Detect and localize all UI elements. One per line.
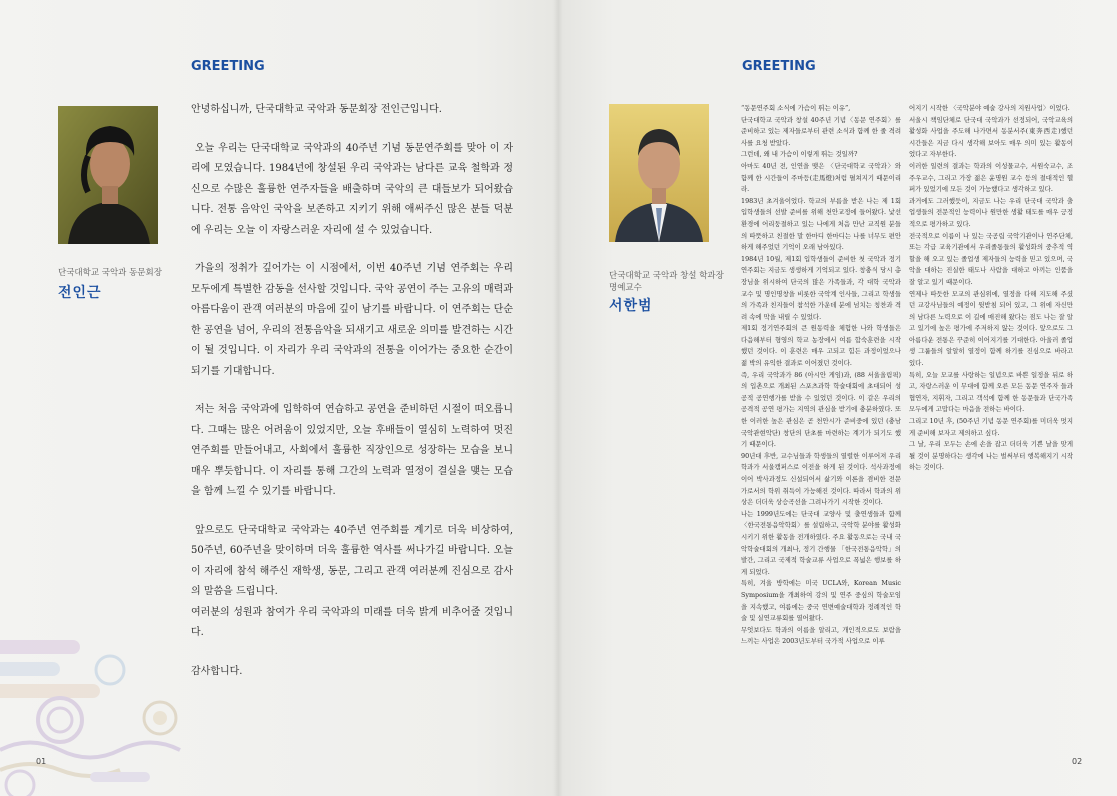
president-role: 단국대학교 국악과 동문회장 bbox=[58, 268, 162, 278]
president-portrait bbox=[58, 106, 158, 244]
paragraph: 저는 처음 국악과에 입학하여 연습하고 공연을 준비하던 시절이 떠오릅니다. 그때는 많은 어려움이 있었지만, 오늘 후배들이 열심히 노력하여 멋진 연주회를 만들어내고, 사회에서 훌륭한 직장인으로 성장하는 모습을 보니 매우 뿌듯합니다. 이 자리를 통해 그간의 노력과 열정이 결실을 맺는 모습을 함께 느낄 수 있기를 바랍니다. bbox=[191, 404, 513, 497]
paragraph: 가을의 정취가 깊어가는 이 시점에서, 이번 40주년 기념 연주회는 우리 모두에게 특별한 감동을 선사할 것입니다. 국악 공연이 주는 고유의 매력과 아름다움이 관객 여러분의 마음에 깊이 남기를 바랍니다. 이 연주회는 단순한 공연을 넘어, 우리의 전통음악을 되새기고 새로운 의미를 발견하는 시간이 될 것입니다. 이 자리가 우리 국악과의 전통을 이어가는 중요한 순간이 되기를 기대합니다. bbox=[191, 263, 513, 377]
paragraph: 1984년 10월, 제1회 입학생들이 준비한 첫 국악과 정기연주회는 지금도 생생하게 기억되고 있다. 창충식 당시 총장님을 위시하여 단국의 많은 가족들과, 각 대학 국악과 교수 및 명인명창을 비롯한 국악계 인사들, 그리고 학생들의 가족과 친지들이 참석한 가운데 분에 넘치는 칭찬과 격려 속에 막을 내릴 수 있었다. bbox=[741, 254, 901, 321]
paragraph: 특히, 오늘 모교를 사랑하는 일념으로 바쁜 일정을 뒤로 하고, 자랑스러운 이 무대에 함께 오른 모든 동문 연주자 들과 협연자, 지휘자, 그리고 객석에 함께 한 동문들과 단국가족 모두에게 고맙다는 마음을 전하는 바이다. bbox=[909, 370, 1073, 414]
paragraph: 아마도 40년 전, 인연을 맺은 〈단국대학교 국악과〉와 함께 한 시간들이 주마등(走馬燈)처럼 펼쳐지기 때문이리라. bbox=[741, 161, 901, 194]
left-page bbox=[0, 0, 558, 796]
paragraph: 1983년 초겨울이었다. 학교의 부름을 받은 나는 제 1회 입학생들의 선발 준비를 위해 천안교정에 들어왔다. 낯선 환경에 어리둥절하고 있는 나에게 처음 만난 교직원 분들의 따뜻하고 친절한 말 한마디 한마디는 나를 너무도 편안하게 해주었던 기억이 오래 남아있다. bbox=[741, 196, 901, 252]
paragraph: 여러분의 성원과 참여가 우리 국악과의 미래를 더욱 밝게 비추어줄 것입니다. bbox=[191, 606, 513, 638]
paragraph: 90년대 후반, 교수님들과 학생들의 열렬한 이루어져 우리 학과가 서울캠퍼스로 이전을 하게 된 것이다. 석사과정에 이어 박사과정도 신설되어서 삶기와 이론을 겸비한 전문가로서의 학위 취득이 가능해진 것이다. 따라서 학과의 위상은 더더욱 상승곡선을 그려나가기 시작한 것이다. bbox=[741, 451, 901, 507]
professor-portrait bbox=[609, 104, 709, 242]
traditional-pattern-decoration bbox=[0, 600, 190, 796]
paragraph: 무엇보다도 학과의 이름을 알리고, 개인적으로도 보람을 느끼는 사업은 2003년도부터 국가적 사업으로 이루 bbox=[741, 625, 901, 646]
paragraph: 서울시 책임단체로 단국대 국악과가 선정되어, 국악교육의 활성화 사업을 주도해 나가면서 동분서주(東奔西走)했던 시간들은 지금 다시 생각해 보아도 매우 의미 있는 활동이었다고 자부한다. bbox=[909, 115, 1073, 159]
left-greeting-body bbox=[191, 100, 513, 700]
paragraph: 오늘 우리는 단국대학교 국악과의 40주년 기념 동문연주회를 맞아 이 자리에 모였습니다. 1984년에 창설된 우리 국악과는 남다른 교육 철학과 정신으로 수많은 훌륭한 연주자들을 배출하며 국악의 큰 대들보가 되어왔습니다. 전통 음악인 국악을 보존하고 지키기 위해 애써주신 많은 분들 덕분에 우리는 오늘 이 자랑스러운 자리에 설 수 있었습니다. bbox=[191, 142, 513, 236]
professor-greeting-column-1 bbox=[741, 103, 901, 648]
page-number: 02 bbox=[1072, 757, 1083, 766]
page-number: 01 bbox=[36, 757, 47, 766]
professor-name: 서한범 bbox=[609, 298, 653, 314]
professor-greeting-column-2 bbox=[909, 103, 1073, 474]
book-spine bbox=[553, 0, 563, 796]
paragraph: 그리고 10년 후, (50주년 기념 동문 연주회)를 미더욱 멋지게 준비해 보자고 제의하고 싶다. bbox=[909, 417, 1073, 437]
paragraph: 어지기 시작한 〈국악분야 예술 강사의 지원사업〉이었다. bbox=[909, 104, 1070, 112]
portrait-image bbox=[609, 104, 709, 242]
professor-role bbox=[609, 270, 724, 294]
paragraph: “동문연주회 소식에 가슴이 뛰는 이유”, bbox=[741, 104, 851, 112]
professor-role-line: 단국대학교 국악과 창설 학과장 bbox=[609, 271, 724, 281]
professor-role-line: 명예교수 bbox=[609, 283, 642, 293]
paragraph: 과거에도 그러했듯이, 지금도 나는 우리 단국대 국악과 출업생들의 전문적인 능력이나 원만한 생활 태도를 매우 긍정적으로 평가하고 있다. bbox=[909, 196, 1073, 228]
paragraph: 그런데, 왜 내 가슴이 이렇게 뛰는 것일까? bbox=[741, 150, 858, 159]
paragraph: 감사합니다. bbox=[191, 665, 243, 677]
paragraph: 특히, 겨울 방학에는 미국 UCLA와, Korean Music Symposium을 개최하여 강의 및 연주 중심의 학술모임을 지속했고, 여름에는 중국 연변예술대학과 정례적인 학술 및 실연교류회를 열어왔다. bbox=[741, 579, 901, 623]
greeting-heading: GREETING bbox=[742, 59, 816, 74]
paragraph: 단국대학교 국악과 창설 40주년 기념〈동문 연주회〉를 준비하고 있는 제자들로부터 관련 소식과 함께 한 줄 격려사를 요청 받았다. bbox=[741, 115, 901, 147]
paragraph: 그 날, 우리 모두는 손에 손을 잡고 더더욱 기쁜 날을 맞게 될 것이 분명하다는 생각에 나는 벌써부터 행복해지기 시작하는 것이다. bbox=[909, 440, 1073, 472]
paragraph: 안녕하십니까, 단국대학교 국악과 동문회장 전인근입니다. bbox=[191, 104, 442, 115]
paragraph: 나는 1999년도에는 단국대 교양사 및 출연생들과 함께 〈한국전통음악학회〉를 설립하고, 국악학 분야를 활성화 시키기 위한 활동을 전개하였다. 주요 활동으로는 국내 국악학술대회의 개최나, 정기 간행물 「한국전통음악학」의 발간, 그리고 국제적 학술교류 사업으로 폭넓은 행보를 하게 되었다. bbox=[741, 509, 901, 576]
paragraph: 즉, 우리 국악과가 86 (아시안 게임)과, (88 서울올림픽)의 입촌으로 개최된 스포츠과학 학술대회에 초대되어 성공적 공연행가를 받을 수 있었던 것이다. 이 같은 우리의 공격적 공연 평가는 지역의 관심을 받기에 충분하였다. 또한 이러한 높은 관심은 곧 천안시가 준비중에 있던 (충남국악관현악단) 창단의 단초를 마련하는 계기가 되기도 했기 때문이다. bbox=[741, 370, 901, 449]
president-name: 전인근 bbox=[58, 285, 102, 301]
greeting-heading: GREETING bbox=[191, 59, 265, 74]
paragraph: 연제나 따듯한 모교의 관심위에, 열정을 다해 지도해 주셨던 교강사님들의 예정이 뒷받침 되어 있고, 그 위에 자신만의 남다른 노력으로 이 길에 매진해 왔다는 점도 나는 잘 알고 있기에 높은 평가에 주저하지 않는 것이다. 앞으로도 그 아름다운 전통은 꾸준히 이어지기를 기대한다. 아울러 졸업생 그룹들의 알알히 열정이 함께 하기를 진심으로 바라고 있다. bbox=[909, 289, 1073, 368]
paragraph: 제1회 정기연주회의 큰 원동력을 체험한 나와 학생들은 다음해부터 형영의 학교 농장에서 여름 합숙훈련을 시작했던 것이다. 이 훈련은 매우 고되고 힘든 과정이었으나 젊 박의 유익한 결과로 이어졌던 것이다. bbox=[741, 324, 901, 368]
paragraph: 전국적으로 이름이 나 있는 국공립 국악기관이나 연주단체, 또는 각급 교육기관에서 우리졸통들의 활성화의 중추적 역할을 해 오고 있는 졸업생 제자들의 능력을 믿고 있으며, 국악을 대하는 진실한 태도나 사람을 대하고 아끼는 인품을 잘 알고 있기 때문이다. bbox=[909, 231, 1073, 286]
paragraph: 이러한 일련의 결과는 학과의 이성물교수, 서원숙교수, 조주우교수, 그리고 가장 젊은 윤명원 교수 등의 절대적인 헬퍼가 있었기에 모든 것이 가능했다고 생각하고 있다. bbox=[909, 161, 1073, 194]
portrait-image bbox=[58, 106, 158, 244]
paragraph: 앞으로도 단국대학교 국악과는 40주년 연주회를 계기로 더욱 비상하여, 50주년, 60주년을 맞이하며 더욱 훌륭한 역사를 써나가길 바랍니다. 오늘 이 자리에 참석 해주신 재학생, 동문, 그리고 관객 여러분께 진심으로 감사의 말씀을 드립니다. bbox=[191, 524, 513, 597]
